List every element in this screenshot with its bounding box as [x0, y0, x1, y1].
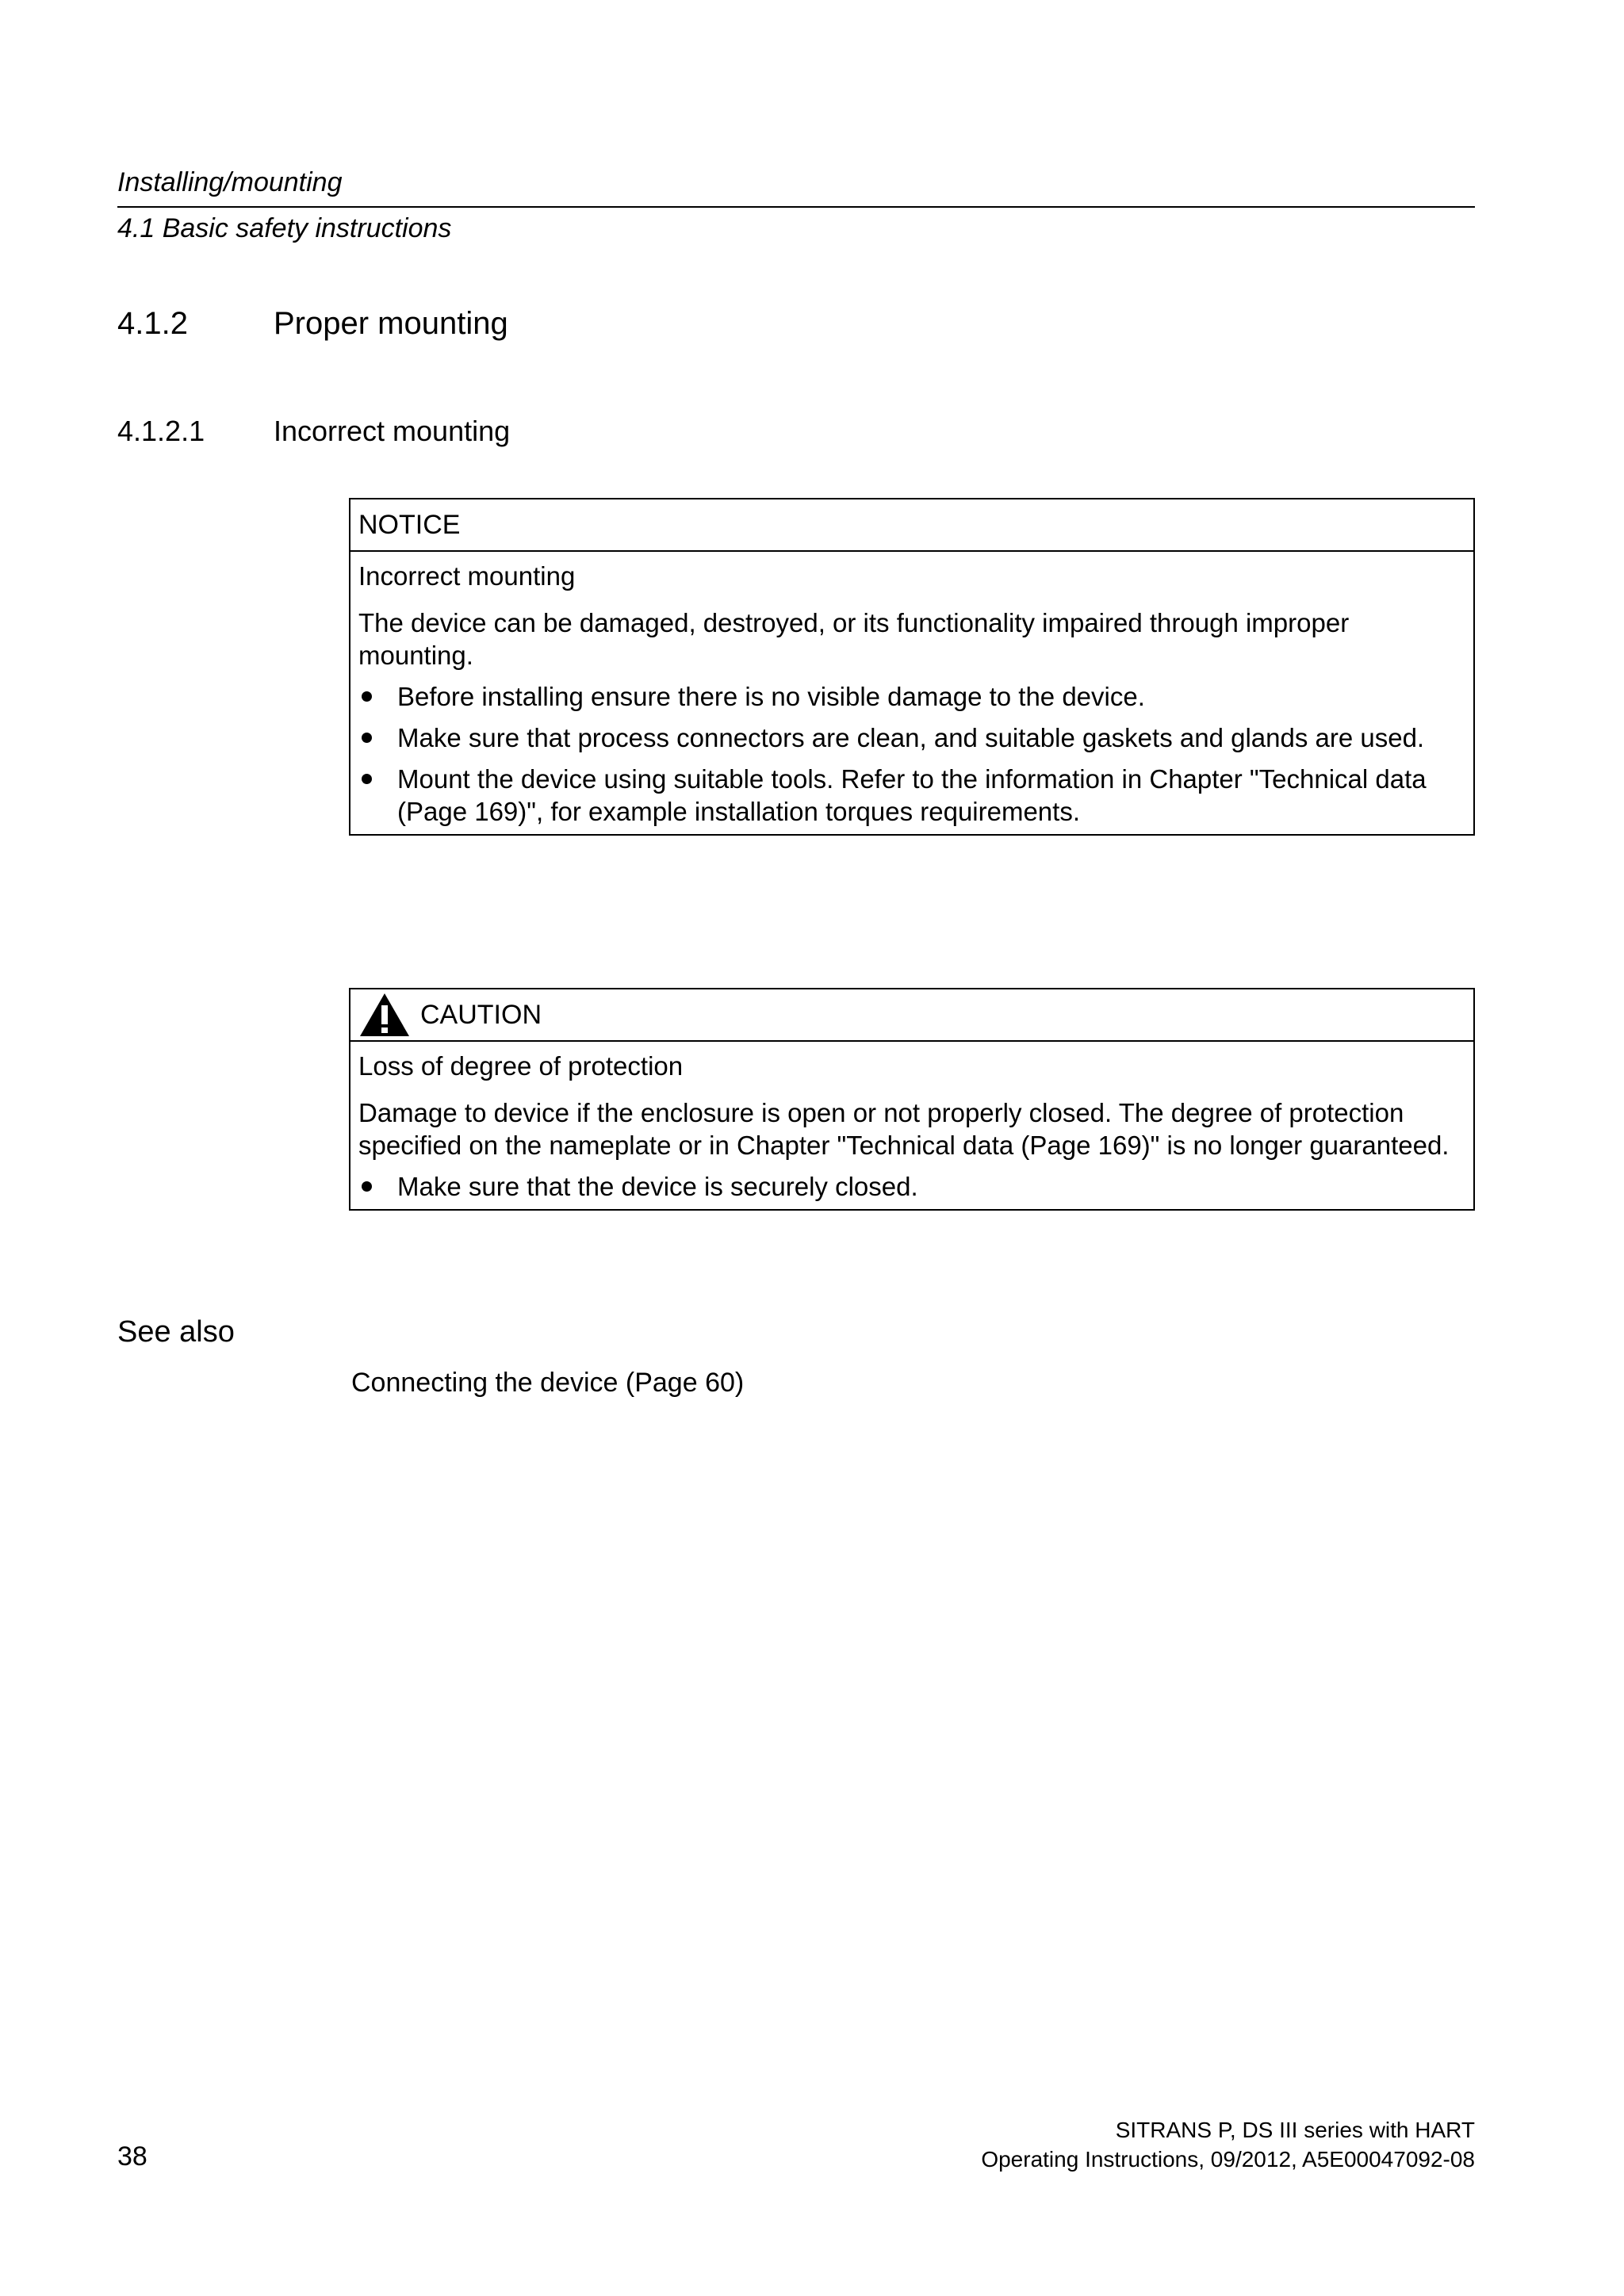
list-item-text: Make sure that process connectors are clean, and suitable gaskets and glands are used.	[397, 723, 1425, 752]
caution-box	[349, 988, 1475, 1211]
running-head-section: 4.1 Basic safety instructions	[117, 213, 452, 243]
notice-box	[349, 498, 1475, 836]
list-item-text: Make sure that the device is securely closed.	[397, 1172, 918, 1201]
bullet-icon	[362, 733, 372, 743]
page-number: 38	[117, 2141, 147, 2172]
caution-body	[350, 1042, 1473, 1209]
notice-title: Incorrect mounting	[358, 561, 576, 591]
notice-bullet-list	[358, 680, 1465, 828]
bullet-icon	[362, 1181, 372, 1192]
list-item	[358, 1170, 1465, 1203]
see-also-link[interactable]: Connecting the device (Page 60)	[351, 1368, 745, 1398]
caution-title: Loss of degree of protection	[358, 1051, 684, 1081]
running-head-chapter: Installing/mounting	[117, 167, 343, 197]
notice-header	[350, 499, 1473, 552]
caution-label: CAUTION	[420, 999, 542, 1030]
subsection-title: Incorrect mounting	[274, 415, 511, 447]
footer-doc-info: Operating Instructions, 09/2012, A5E00047092-08	[981, 2147, 1475, 2172]
caution-text: Damage to device if the enclosure is open or not properly closed. The degree of protection specified on the nameplate or in Chapter "Technical data (Page 169)" is no longer guaranteed.	[358, 1098, 1450, 1160]
caution-header	[350, 989, 1473, 1042]
section-number: 4.1.2	[117, 306, 188, 341]
list-item-text: Mount the device using suitable tools. Refer to the information in Chapter "Technical data (Page 169)", for example installation torques requirements.	[397, 764, 1427, 826]
notice-body	[350, 552, 1473, 834]
bullet-icon	[362, 774, 372, 784]
header-rule	[117, 206, 1475, 208]
list-item	[358, 680, 1465, 713]
warning-triangle-icon	[358, 992, 411, 1038]
section-title: Proper mounting	[274, 306, 508, 341]
notice-label: NOTICE	[358, 509, 461, 540]
bullet-icon	[362, 691, 372, 702]
footer-product: SITRANS P, DS III series with HART	[1115, 2118, 1475, 2142]
caution-bullet-list	[358, 1170, 1465, 1203]
list-item	[358, 721, 1465, 754]
subsection-number: 4.1.2.1	[117, 415, 205, 447]
list-item-text: Before installing ensure there is no visible damage to the device.	[397, 682, 1145, 711]
see-also-heading: See also	[117, 1315, 235, 1349]
list-item	[358, 763, 1465, 828]
notice-text: The device can be damaged, destroyed, or its functionality impaired through improper mounting.	[358, 608, 1350, 670]
